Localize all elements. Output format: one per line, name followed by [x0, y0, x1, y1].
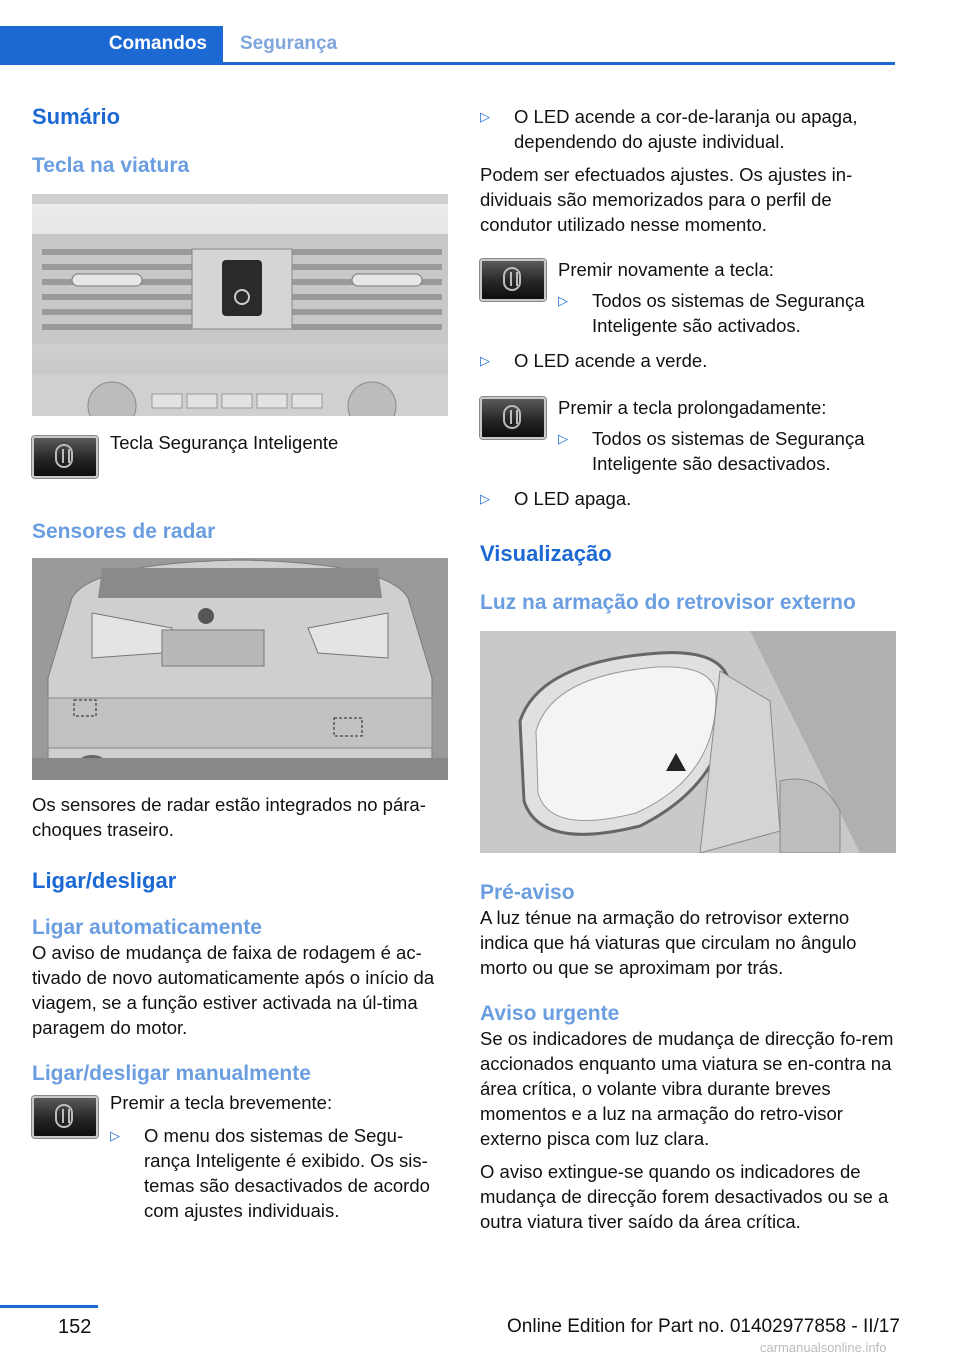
edition-text: Online Edition for Part no. 01402977858 - II/17 [507, 1316, 900, 1337]
step2-bullet-text: Todos os sistemas de Segurança Inteligente são activados. [592, 290, 865, 336]
manual-step-block [110, 1090, 448, 1223]
safety-button-icon [32, 436, 98, 478]
tab-seguranca[interactable]: Segurança [240, 33, 338, 54]
list-item [480, 348, 896, 373]
step3-block [558, 395, 896, 476]
list-item [480, 486, 896, 511]
bullet-led-off: O LED apaga. [514, 488, 632, 509]
mirror-illustration [480, 631, 896, 853]
auto-text: O aviso de mudança de faixa de rodagem é ac-tivado de novo automaticamente após o início da viagem, se a função estiver activada na úl-tima paragem do motor. [32, 942, 435, 1038]
right-column [480, 104, 896, 1234]
safety-button-icon [480, 259, 546, 301]
step3-bullet-text: Todos os sistemas de Segurança Inteligente são desactivados. [592, 428, 865, 474]
triangle-right-icon: ▷ [110, 1128, 120, 1143]
heading-visualizacao: Visualização [480, 541, 612, 566]
heading-radar: Sensores de radar [32, 520, 216, 543]
list-item [480, 104, 896, 154]
left-column [32, 100, 448, 1223]
rear-car-illustration [32, 558, 448, 780]
key-caption-row [32, 432, 448, 478]
heading-ligar: Ligar/desligar [32, 868, 177, 893]
mirror-figure [480, 631, 896, 853]
extingue-text: O aviso extingue-se quando os indicadores de mudança de direcção forem desactivados ou se a outra viatura tiver saído da área crítica. [480, 1161, 889, 1232]
heading-auto: Ligar automaticamente [32, 916, 262, 939]
tab-comandos[interactable]: Comandos [0, 26, 223, 62]
heading-tecla: Tecla na viatura [32, 154, 190, 177]
step3-row [480, 395, 896, 476]
radar-text: Os sensores de radar estão integrados no pára-choques traseiro. [32, 794, 426, 840]
list-item [110, 1123, 448, 1223]
bullet-led-green: O LED acende a verde. [514, 350, 708, 371]
heading-urgente: Aviso urgente [480, 1002, 620, 1025]
page-number: 152 [58, 1316, 92, 1338]
ajustes-text: Podem ser efectuados ajustes. Os ajustes in-dividuais são memorizados para o perfil de condutor utilizado nesse momento. [480, 164, 853, 235]
heading-preaviso: Pré-aviso [480, 881, 575, 904]
bullet-led-orange: O LED acende a cor-de-laranja ou apaga, dependendo do ajuste individual. [514, 106, 858, 152]
safety-button-icon [32, 1096, 98, 1138]
rear-car-figure [32, 558, 448, 780]
step2-row [480, 257, 896, 338]
heading-luz: Luz na armação do retrovisor externo [480, 591, 856, 614]
safety-button-icon [480, 397, 546, 439]
footer-rule [0, 1305, 98, 1308]
dashboard-button-figure [32, 194, 448, 416]
triangle-right-icon: ▷ [480, 353, 490, 368]
manual-step: Premir a tecla brevemente: [110, 1092, 333, 1113]
key-caption: Tecla Segurança Inteligente [110, 432, 339, 453]
step2-block [558, 257, 896, 338]
heading-manual: Ligar/desligar manualmente [32, 1062, 311, 1085]
manual-bullet-text: O menu dos sistemas de Segu-rança Inteligente é exibido. Os sis-temas são desactivados de acordo com ajustes individuais. [144, 1125, 430, 1221]
preaviso-text: A luz ténue na armação do retrovisor externo indica que há viaturas que circulam no ângulo morto ou que se aproximam por trás. [480, 907, 857, 978]
triangle-right-icon: ▷ [480, 109, 490, 124]
list-item [558, 288, 896, 338]
triangle-right-icon: ▷ [558, 431, 568, 446]
step3-text: Premir a tecla prolongadamente: [558, 397, 827, 418]
step2-text: Premir novamente a tecla: [558, 259, 774, 280]
header-tabbar [0, 26, 895, 65]
manual-step-row [32, 1090, 448, 1223]
heading-sumario: Sumário [32, 104, 121, 129]
watermark: carmanualsonline.info [760, 1340, 887, 1355]
dashboard-illustration [32, 194, 448, 416]
list-item [558, 426, 896, 476]
urgente-text: Se os indicadores de mudança de direcção fo-rem accionados enquanto uma viatura se en-contra na área crítica, o volante vibra durante breves momentos e a luz na armação do retro-visor externo pisca com luz clara. [480, 1028, 894, 1149]
triangle-right-icon: ▷ [558, 293, 568, 308]
triangle-right-icon: ▷ [480, 491, 490, 506]
